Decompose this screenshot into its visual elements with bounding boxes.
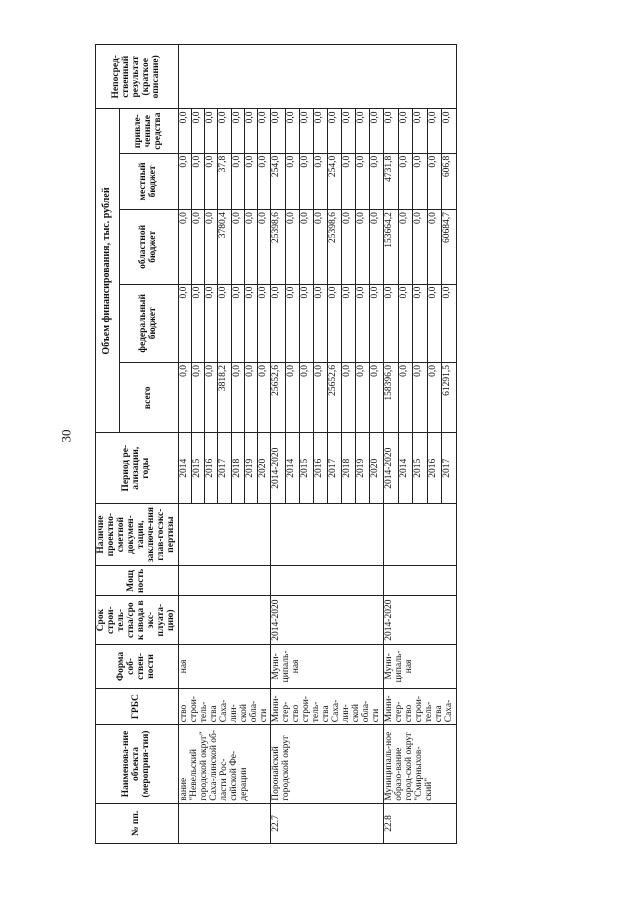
ownership-cell: Муни-ципаль-ная (384, 644, 457, 688)
attracted-cell: 0,0 (384, 109, 399, 153)
federal-cell: 0,0 (313, 284, 327, 362)
header-power: Мощ ность (96, 566, 179, 596)
header-regional: областной бюджет (120, 210, 179, 284)
grbs-cell: Мини-стер-ство строи-тель-ства Саха- (384, 689, 457, 725)
local-cell: 0,0 (191, 153, 204, 209)
regional-cell: 0,0 (205, 210, 218, 284)
total-cell: 158396,0 (384, 363, 399, 433)
regional-cell: 0,0 (299, 210, 313, 284)
attracted-cell: 0,0 (285, 109, 299, 153)
row-number: 22.8 (384, 803, 457, 843)
header-docs: Наличие проектно-сметной докумен-тации, заключе-ния глав-госэкс-пертизы (96, 503, 179, 565)
period-cell: 2014-2020 (271, 433, 285, 503)
period-cell: 2014 (398, 433, 413, 503)
regional-cell: 0,0 (413, 210, 428, 284)
header-total: всего (120, 363, 179, 433)
attracted-cell: 0,0 (244, 109, 257, 153)
header-local: местный бюджет (120, 153, 179, 209)
header-federal: федеральный бюджет (120, 284, 179, 362)
page-number: 30 (58, 429, 74, 443)
period-cell: 2020 (370, 433, 384, 503)
header-row-1 (96, 45, 120, 844)
period-cell: 2017 (218, 433, 231, 503)
local-cell: 0,0 (341, 153, 355, 209)
federal-cell: 0,0 (327, 284, 341, 362)
period-cell: 2019 (355, 433, 369, 503)
federal-cell: 0,0 (341, 284, 355, 362)
total-cell: 0,0 (299, 363, 313, 433)
header-ownership: Форма соб-ствен-ности (96, 644, 179, 688)
regional-cell: 0,0 (244, 210, 257, 284)
period-cell: 2016 (205, 433, 218, 503)
regional-cell: 0,0 (341, 210, 355, 284)
total-cell: 0,0 (313, 363, 327, 433)
table-body (178, 45, 456, 844)
header-period: Период ре-ализации, годы (96, 433, 179, 503)
total-cell: 0,0 (398, 363, 413, 433)
federal-cell: 0,0 (427, 284, 442, 362)
period-cell: 2019 (244, 433, 257, 503)
federal-cell: 0,0 (191, 284, 204, 362)
object-name: вание "Невельский городской округ" Саха-линской об-ласти Рос-сийской Фе-дерации (178, 725, 271, 803)
attracted-cell: 0,0 (271, 109, 285, 153)
regional-cell: 25398,6 (271, 210, 285, 284)
total-cell: 0,0 (427, 363, 442, 433)
total-cell: 25652,6 (327, 363, 341, 433)
regional-cell: 153664,2 (384, 210, 399, 284)
term-cell (178, 596, 271, 644)
total-cell: 0,0 (244, 363, 257, 433)
regional-cell: 0,0 (285, 210, 299, 284)
header-grbs: ГРБС (96, 689, 179, 725)
regional-cell: 0,0 (313, 210, 327, 284)
total-cell: 0,0 (370, 363, 384, 433)
docs-cell (384, 503, 457, 565)
regional-cell: 0,0 (258, 210, 271, 284)
local-cell: 0,0 (178, 153, 191, 209)
power-cell (384, 566, 457, 596)
attracted-cell: 0,0 (442, 109, 457, 153)
period-cell: 2014-2020 (384, 433, 399, 503)
federal-cell: 0,0 (178, 284, 191, 362)
table-row (384, 45, 399, 844)
period-cell: 2014 (285, 433, 299, 503)
header-result: Непосред-ственный результат (краткое описание) (96, 45, 179, 110)
regional-cell: 0,0 (370, 210, 384, 284)
attracted-cell: 0,0 (427, 109, 442, 153)
regional-cell: 25398,6 (327, 210, 341, 284)
grbs-cell: ство строи-тель-ства Саха-лин-ской обла-сти (178, 689, 271, 725)
local-cell: 0,0 (370, 153, 384, 209)
attracted-cell: 0,0 (413, 109, 428, 153)
federal-cell: 0,0 (244, 284, 257, 362)
result-cell (178, 45, 456, 110)
object-name: Муниципаль-ное образо-вание город-ской округ "Смирныхов-ский" (384, 725, 457, 803)
regional-cell: 0,0 (178, 210, 191, 284)
local-cell: 0,0 (285, 153, 299, 209)
attracted-cell: 0,0 (191, 109, 204, 153)
table-row (178, 45, 191, 844)
federal-cell: 0,0 (370, 284, 384, 362)
regional-cell: 3780,4 (218, 210, 231, 284)
total-cell: 0,0 (231, 363, 244, 433)
object-name: Поронайский городской округ (271, 725, 384, 803)
total-cell: 61291,5 (442, 363, 457, 433)
federal-cell: 0,0 (231, 284, 244, 362)
period-cell: 2016 (313, 433, 327, 503)
local-cell: 254,0 (271, 153, 285, 209)
local-cell: 0,0 (205, 153, 218, 209)
regional-cell: 0,0 (398, 210, 413, 284)
ownership-cell: Муни-ципаль-ная (271, 644, 384, 688)
federal-cell: 0,0 (205, 284, 218, 362)
attracted-cell: 0,0 (231, 109, 244, 153)
total-cell: 0,0 (258, 363, 271, 433)
local-cell: 0,0 (413, 153, 428, 209)
local-cell: 0,0 (427, 153, 442, 209)
local-cell: 0,0 (258, 153, 271, 209)
period-cell: 2016 (427, 433, 442, 503)
total-cell: 0,0 (413, 363, 428, 433)
regional-cell: 0,0 (427, 210, 442, 284)
term-cell: 2014-2020 (271, 596, 384, 644)
federal-cell: 0,0 (413, 284, 428, 362)
row-number: 22.7 (271, 803, 384, 843)
local-cell: 606,8 (442, 153, 457, 209)
regional-cell: 0,0 (191, 210, 204, 284)
power-cell (271, 566, 384, 596)
period-cell: 2014 (178, 433, 191, 503)
header-num: № пп. (96, 803, 179, 843)
term-cell: 2014-2020 (384, 596, 457, 644)
federal-cell: 0,0 (285, 284, 299, 362)
federal-cell: 0,0 (299, 284, 313, 362)
ownership-cell: ная (178, 644, 271, 688)
attracted-cell: 0,0 (355, 109, 369, 153)
total-cell: 0,0 (191, 363, 204, 433)
grbs-cell: Мини-стер-ство строи-тель-ства Саха-лин-ской обла-сти (271, 689, 384, 725)
regional-cell: 0,0 (355, 210, 369, 284)
period-cell: 2015 (413, 433, 428, 503)
regional-cell: 60684,7 (442, 210, 457, 284)
attracted-cell: 0,0 (313, 109, 327, 153)
attracted-cell: 0,0 (341, 109, 355, 153)
period-cell: 2017 (442, 433, 457, 503)
attracted-cell: 0,0 (258, 109, 271, 153)
total-cell: 0,0 (178, 363, 191, 433)
period-cell: 2015 (299, 433, 313, 503)
regional-cell: 0,0 (231, 210, 244, 284)
period-cell: 2015 (191, 433, 204, 503)
row-number (178, 803, 271, 843)
federal-cell: 0,0 (398, 284, 413, 362)
total-cell: 0,0 (205, 363, 218, 433)
total-cell: 3818,2 (218, 363, 231, 433)
attracted-cell: 0,0 (178, 109, 191, 153)
federal-cell: 0,0 (384, 284, 399, 362)
local-cell: 254,0 (327, 153, 341, 209)
federal-cell: 0,0 (442, 284, 457, 362)
power-cell (178, 566, 271, 596)
federal-cell: 0,0 (271, 284, 285, 362)
local-cell: 0,0 (231, 153, 244, 209)
period-cell: 2018 (231, 433, 244, 503)
header-attracted: привле-ченные средства (120, 109, 179, 153)
period-cell: 2017 (327, 433, 341, 503)
attracted-cell: 0,0 (218, 109, 231, 153)
header-term: Срок строи-тель-ства/сро к ввода в экс-плуата-цию) (96, 596, 179, 644)
attracted-cell: 0,0 (205, 109, 218, 153)
federal-cell: 0,0 (355, 284, 369, 362)
local-cell: 0,0 (299, 153, 313, 209)
docs-cell (178, 503, 271, 565)
local-cell: 0,0 (355, 153, 369, 209)
total-cell: 0,0 (355, 363, 369, 433)
local-cell: 0,0 (398, 153, 413, 209)
docs-cell (271, 503, 384, 565)
total-cell: 0,0 (285, 363, 299, 433)
header-name: Наименова-ние объекта (мероприя-тия) (96, 725, 179, 803)
attracted-cell: 0,0 (299, 109, 313, 153)
local-cell: 0,0 (313, 153, 327, 209)
attracted-cell: 0,0 (370, 109, 384, 153)
period-cell: 2020 (258, 433, 271, 503)
local-cell: 37,8 (218, 153, 231, 209)
total-cell: 25652,6 (271, 363, 285, 433)
period-cell: 2018 (341, 433, 355, 503)
table-row (271, 45, 285, 844)
rotated-table-container (95, 44, 615, 844)
attracted-cell: 0,0 (327, 109, 341, 153)
attracted-cell: 0,0 (398, 109, 413, 153)
local-cell: 4731,8 (384, 153, 399, 209)
federal-cell: 0,0 (258, 284, 271, 362)
header-financing-group: Объем финансирования, тыс. рублей (96, 109, 120, 433)
total-cell: 0,0 (341, 363, 355, 433)
financing-table (95, 44, 457, 844)
federal-cell: 0,0 (218, 284, 231, 362)
local-cell: 0,0 (244, 153, 257, 209)
